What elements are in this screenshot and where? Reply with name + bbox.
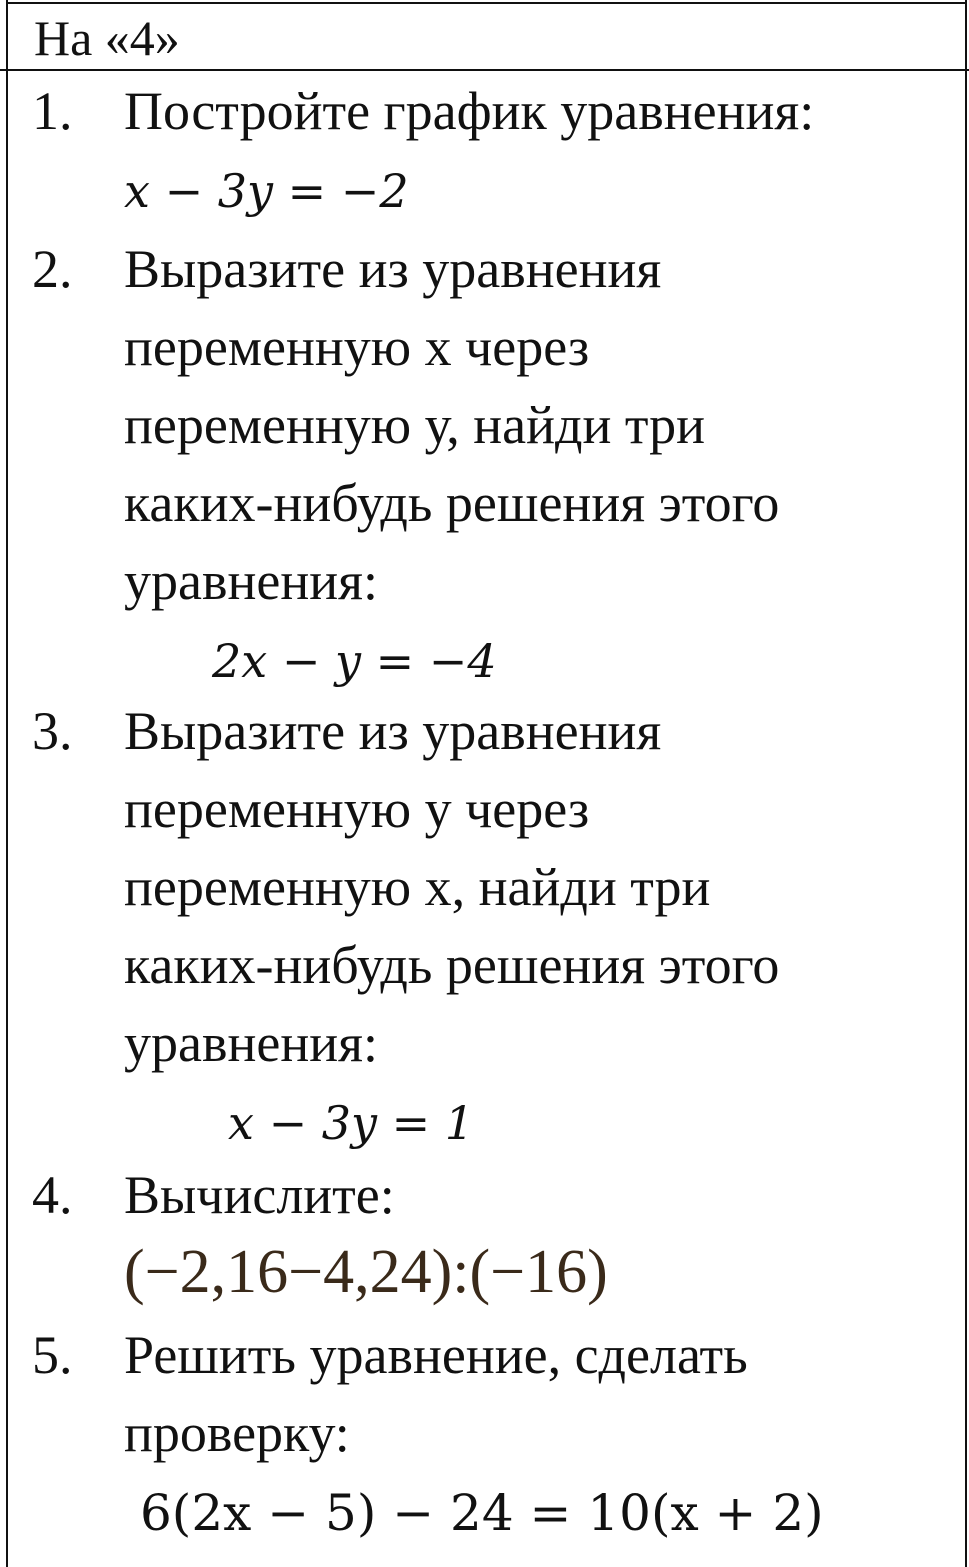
table-border-right	[965, 0, 967, 1567]
task-3-line-3: переменную х, найди три	[124, 857, 711, 917]
task-3-number: 3.	[32, 701, 73, 761]
grade-header: На «4»	[34, 10, 180, 66]
task-1-number: 1.	[32, 81, 73, 141]
task-2-equation: 2x − y = −4	[212, 634, 497, 688]
task-4-expression: (−2,16−4,24):(−16)	[124, 1238, 608, 1306]
table-border-left	[6, 0, 8, 1567]
table-border-top	[6, 2, 967, 4]
task-3-line-4: каких-нибудь решения этого	[124, 935, 780, 995]
task-1-text: Постройте график уравнения:	[124, 81, 815, 141]
task-2-number: 2.	[32, 239, 73, 299]
task-3-equation: x − 3y = 1	[228, 1096, 475, 1150]
task-5-line-2: проверку:	[124, 1403, 350, 1463]
task-4-number: 4.	[32, 1165, 73, 1225]
task-2-line-1: Выразите из уравнения	[124, 239, 662, 299]
task-2-line-5: уравнения:	[124, 551, 378, 611]
header-divider	[0, 69, 969, 71]
task-5-equation: 6(2x − 5) − 24 = 10(x + 2)	[140, 1484, 824, 1542]
task-5-line-1: Решить уравнение, сделать	[124, 1325, 748, 1385]
task-5-number: 5.	[32, 1325, 73, 1385]
task-3-line-1: Выразите из уравнения	[124, 701, 662, 761]
task-2-line-3: переменную у, найди три	[124, 395, 706, 455]
task-4-text: Вычислите:	[124, 1165, 395, 1225]
task-3-line-5: уравнения:	[124, 1013, 378, 1073]
task-2-line-2: переменную х через	[124, 317, 590, 377]
task-2-line-4: каких-нибудь решения этого	[124, 473, 780, 533]
task-3-line-2: переменную у через	[124, 779, 590, 839]
task-1-equation: x − 3y = −2	[124, 164, 409, 218]
